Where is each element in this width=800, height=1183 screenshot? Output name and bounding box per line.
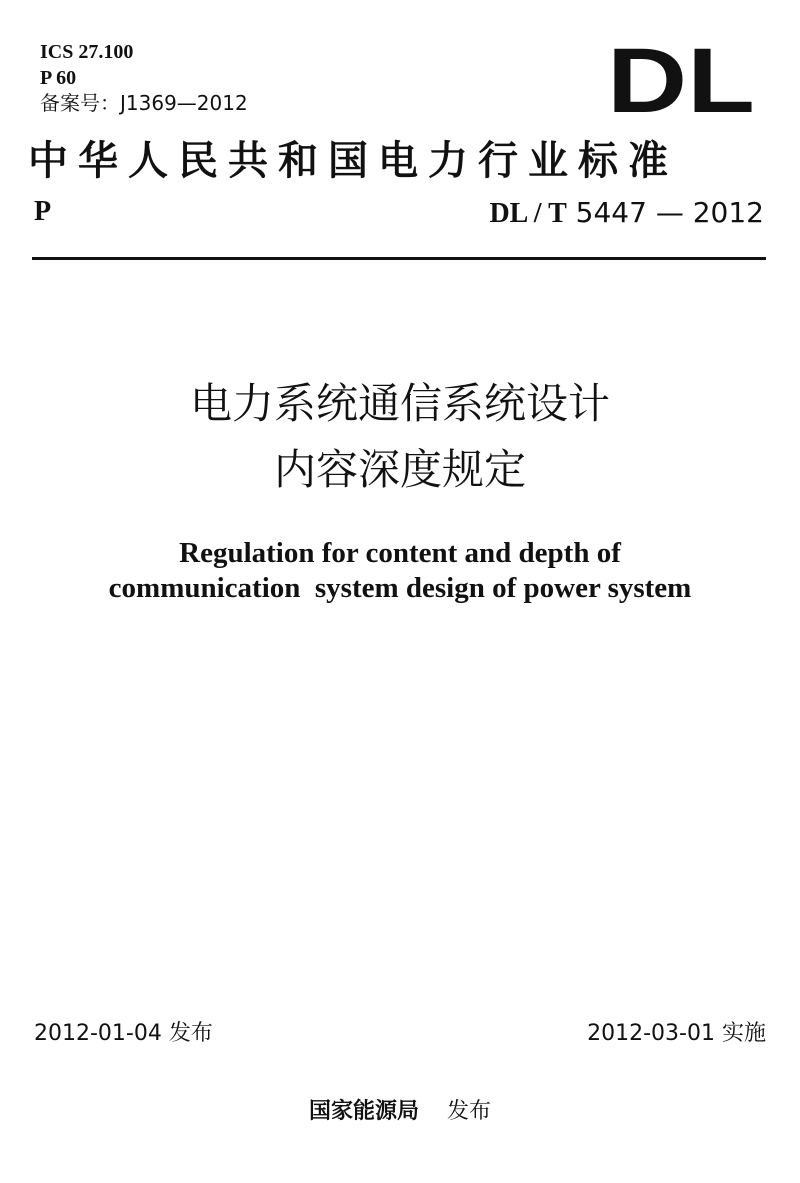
dl-logo-text: DL [607,44,755,116]
issue-date-value: 2012-01-04 [34,1021,162,1046]
standard-number [489,196,764,230]
p-code: P 60 [40,67,77,89]
issuer-organization: 国家能源局 [308,1098,419,1124]
header-divider [32,257,766,260]
standard-prefix: DL / T [489,198,567,229]
dl-logo [606,44,756,116]
document-title-line-1: 电力系统通信系统设计 [189,379,610,428]
implementation-label: 实施 [721,1021,766,1046]
issuer [0,1094,800,1125]
implementation-date-value: 2012-03-01 [587,1021,715,1046]
issue-date [34,1016,213,1047]
document-title-line-2: 内容深度规定 [273,445,526,494]
standard-number-value: 5447 — 2012 [575,196,764,229]
standard-title: 中华人民共和国电力行业标准 [28,137,678,184]
filing-value: J1369—2012 [120,91,248,115]
implementation-date [587,1016,766,1047]
english-title-line-2: communication system design of power system [108,572,692,604]
filing-number [40,90,248,116]
english-title-line-1: Regulation for content and depth of [179,537,621,569]
ics-code: ICS 27.100 [40,41,134,63]
filing-label: 备案号： [40,91,120,115]
issuer-action: 发布 [447,1099,492,1124]
category-code: P [34,196,52,227]
issue-label: 发布 [168,1021,213,1046]
